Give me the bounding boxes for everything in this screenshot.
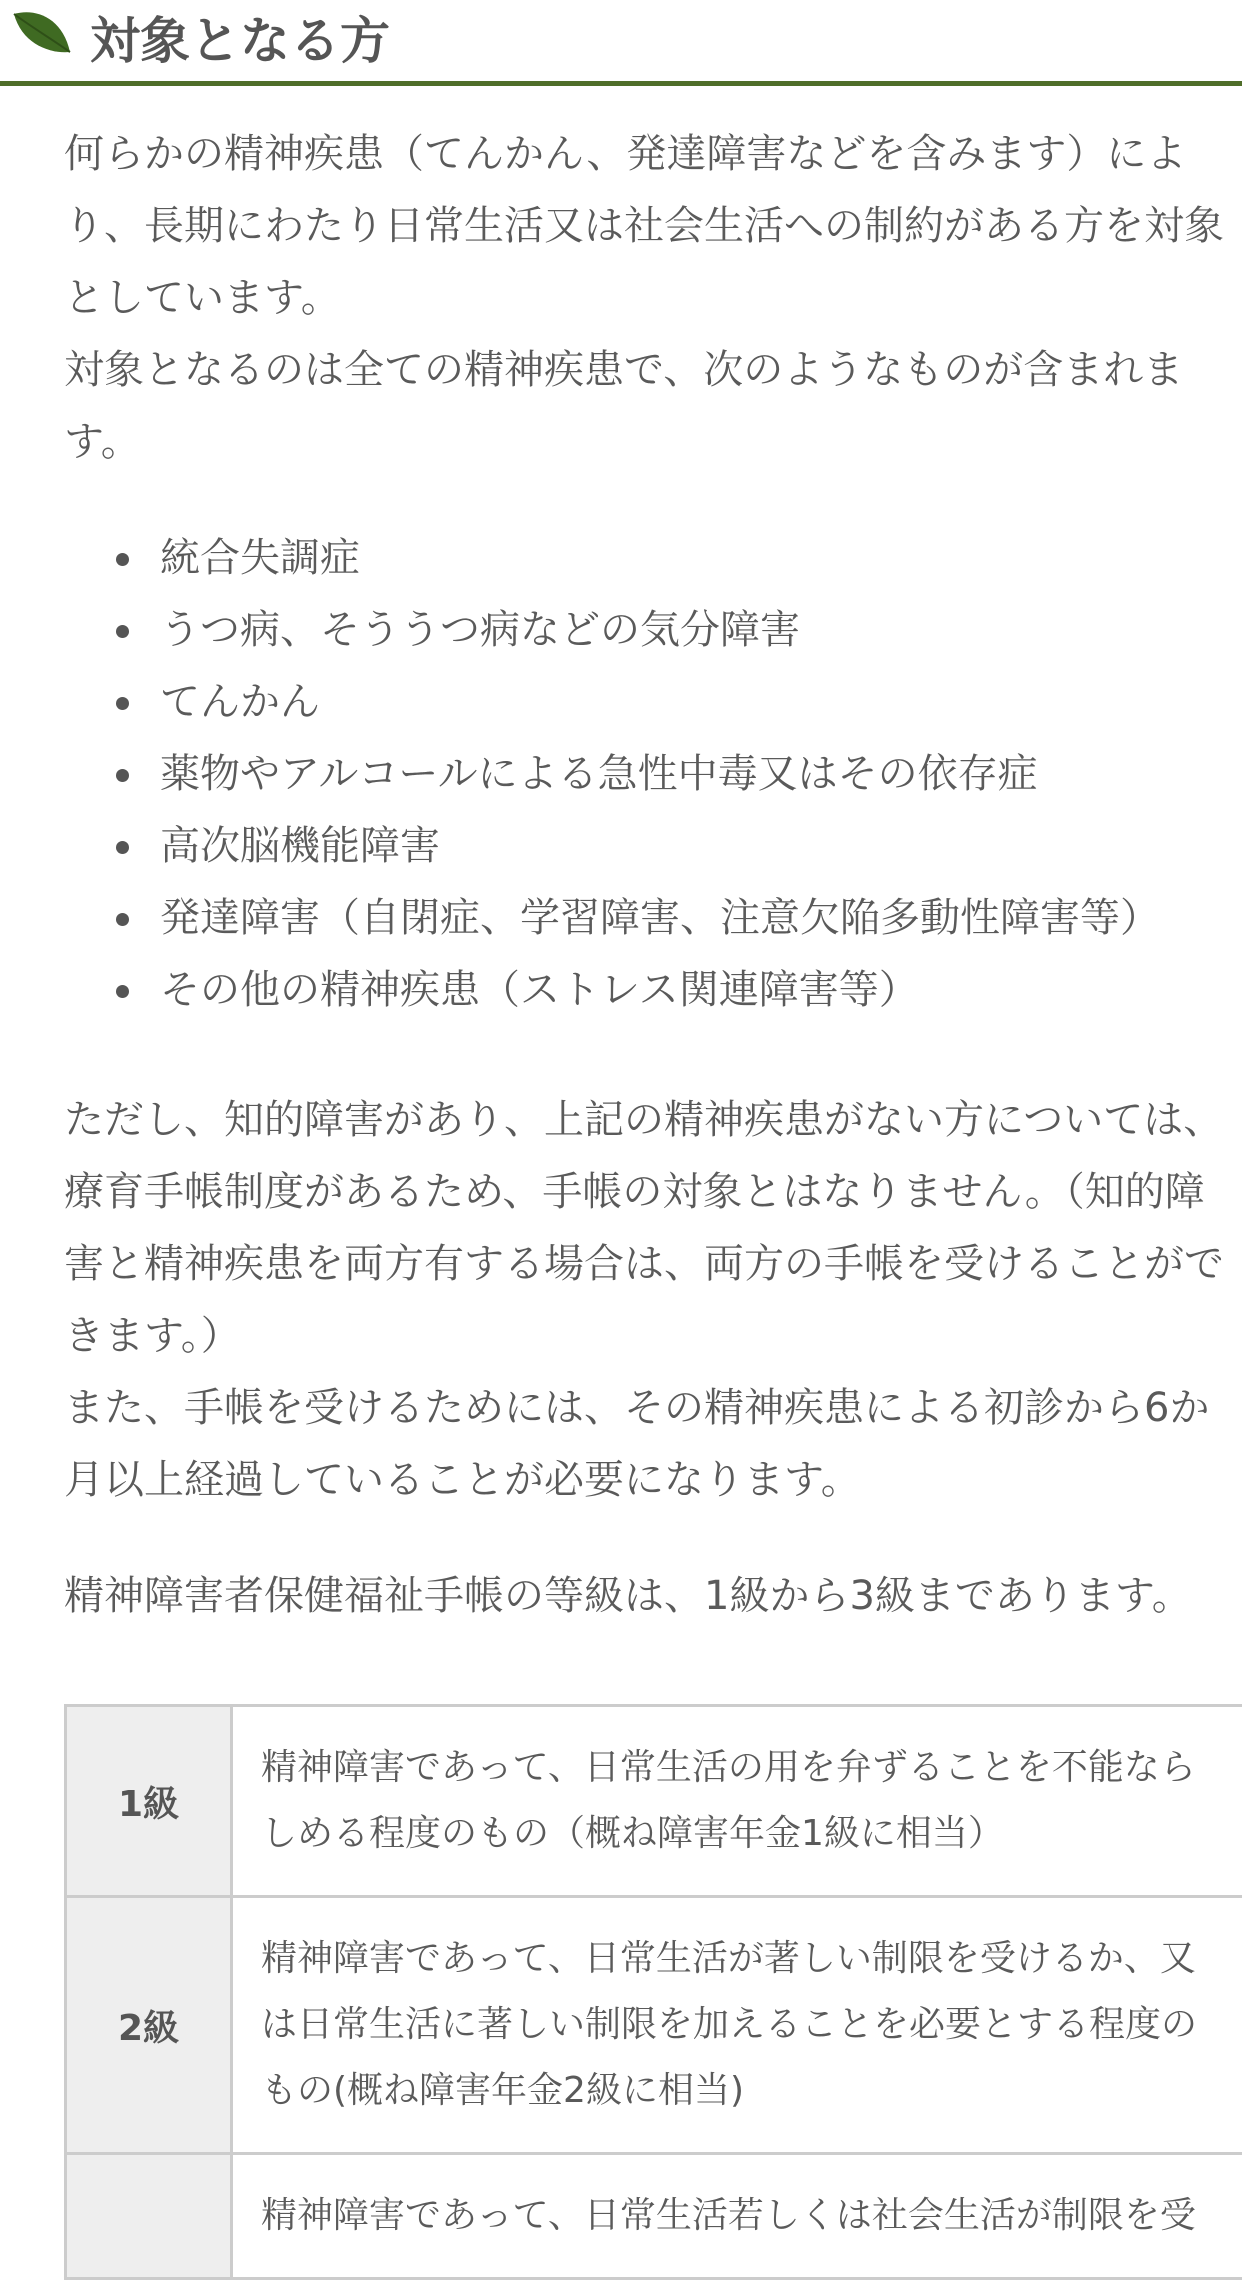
note-line: 害と精神疾患を両方有する場合は、両方の手帳を受けることがで <box>64 1228 1242 1300</box>
bullet-icon <box>116 841 129 854</box>
list-item-label: 統合失調症 <box>160 535 360 581</box>
list-item-label: てんかん <box>160 679 320 725</box>
grade-description <box>232 1706 1242 1897</box>
section-title: 対象となる方 <box>90 6 390 76</box>
bullet-icon <box>116 625 129 638</box>
intro-line: 対象となるのは全ての精神疾患で、次のようなものが含まれま <box>64 334 1242 406</box>
intro-line: す。 <box>64 406 1242 478</box>
description-line: もの(概ね障害年金2級に相当) <box>261 2058 1242 2124</box>
list-item <box>64 882 1242 954</box>
list-item-label: 高次脳機能障害 <box>160 823 440 869</box>
list-item-label: うつ病、そううつ病などの気分障害 <box>160 607 800 653</box>
table-row <box>66 2154 1242 2279</box>
list-item <box>64 666 1242 738</box>
grade-description <box>232 1897 1242 2154</box>
list-item-label: その他の精神疾患（ストレス関連障害等） <box>160 967 919 1013</box>
note-line: 療育手帳制度があるため、手帳の対象とはなりません。（知的障 <box>64 1156 1242 1228</box>
description-line: 精神障害であって、日常生活が著しい制限を受けるか、又 <box>261 1926 1242 1992</box>
grade-table <box>64 1704 1242 2280</box>
list-item-label: 発達障害（自閉症、学習障害、注意欠陥多動性障害等） <box>160 895 1160 941</box>
intro-paragraph <box>64 118 1242 478</box>
note-line: 月以上経過していることが必要になります。 <box>64 1444 1242 1516</box>
grades-intro: 精神障害者保健福祉手帳の等級は、1級から3級まであります。 <box>64 1560 1242 1632</box>
note-line: ただし、知的障害があり、上記の精神疾患がない方については、 <box>64 1084 1242 1156</box>
bullet-icon <box>116 553 129 566</box>
section-heading <box>0 0 1242 86</box>
list-item <box>64 810 1242 882</box>
list-item <box>64 738 1242 810</box>
note-line: また、手帳を受けるためには、その精神疾患による初診から6か <box>64 1372 1242 1444</box>
bullet-icon <box>116 913 129 926</box>
table-row <box>66 1706 1242 1897</box>
intro-line: り、長期にわたり日常生活又は社会生活への制約がある方を対象 <box>64 190 1242 262</box>
intro-line: 何らかの精神疾患（てんかん、発達障害などを含みます）によ <box>64 118 1242 190</box>
leaf-icon <box>10 8 74 60</box>
list-item-label: 薬物やアルコールによる急性中毒又はその依存症 <box>160 751 1038 797</box>
bullet-icon <box>116 985 129 998</box>
description-line: 精神障害であって、日常生活の用を弁ずることを不能なら <box>261 1735 1242 1801</box>
bullet-icon <box>116 697 129 710</box>
table-row <box>66 1897 1242 2154</box>
grade-description <box>232 2154 1242 2279</box>
grade-cell: 2級 <box>66 1897 232 2154</box>
description-line: 精神障害であって、日常生活若しくは社会生活が制限を受 <box>261 2183 1242 2249</box>
main-content <box>64 118 1242 1632</box>
description-line: しめる程度のもの（概ね障害年金1級に相当） <box>261 1801 1242 1867</box>
list-item <box>64 594 1242 666</box>
disorder-list <box>64 522 1242 1026</box>
list-item <box>64 954 1242 1026</box>
intro-line: としています。 <box>64 262 1242 334</box>
list-item <box>64 522 1242 594</box>
grade-cell: 1級 <box>66 1706 232 1897</box>
note-paragraph <box>64 1084 1242 1516</box>
bullet-icon <box>116 769 129 782</box>
note-line: きます。） <box>64 1300 1242 1372</box>
grade-cell <box>66 2154 232 2279</box>
description-line: は日常生活に著しい制限を加えることを必要とする程度の <box>261 1992 1242 2058</box>
